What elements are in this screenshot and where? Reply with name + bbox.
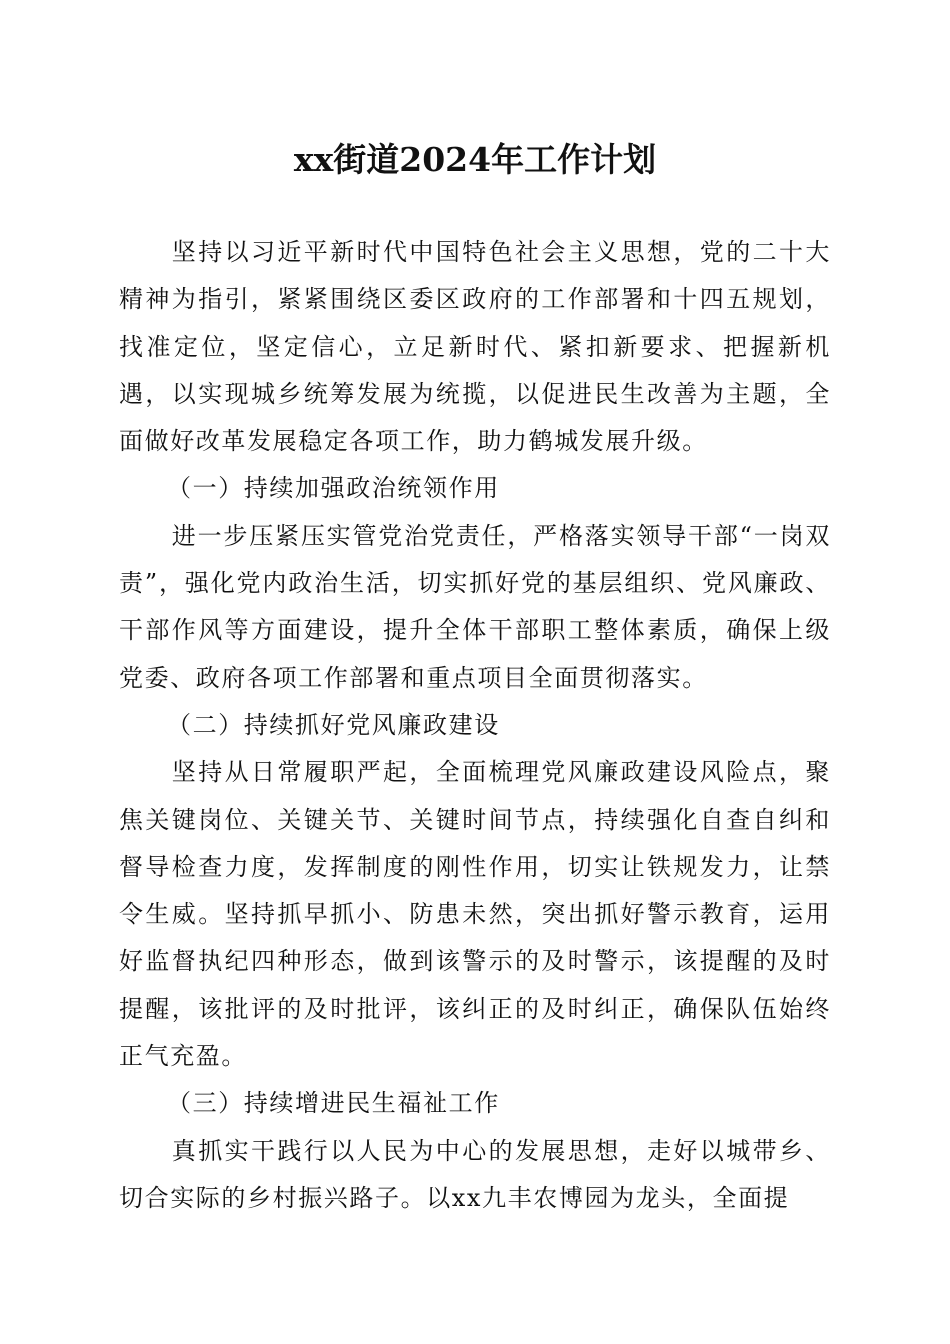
section-paragraph-2: 坚持从日常履职严起，全面梳理党风廉政建设风险点，聚焦关键岗位、关键关节、关键时间节点，持续强化自查自纠和督导检查力度，发挥制度的刚性作用，切实让铁规发力，让禁令生威。坚持抓早抓小、防患未然，突出抓好警示教育，运用好监督执纪四种形态，做到该警示的及时警示，该提醒的及时提醒，该批评的及时批评，该纠正的及时纠正，确保队伍始终正气充盈。	[119, 758, 831, 1071]
document-title: xx街道2024年工作计划	[293, 140, 657, 179]
section-heading-2: （二）持续抓好党风廉政建设	[167, 710, 500, 739]
intro-paragraph: 坚持以习近平新时代中国特色社会主义思想，党的二十大精神为指引，紧紧围绕区委区政府的工作部署和十四五规划，找准定位，坚定信心，立足新时代、紧扣新要求、把握新机遇，以实现城乡统筹发展为统揽，以促进民生改善为主题，全面做好改革发展稳定各项工作，助力鹤城发展升级。	[119, 238, 831, 456]
section-heading-1: （一）持续加强政治统领作用	[167, 474, 500, 503]
section-heading-3: （三）持续增进民生福祉工作	[167, 1089, 500, 1118]
section-paragraph-3: 真抓实干践行以人民为中心的发展思想，走好以城带乡、切合实际的乡村振兴路子。以xx九丰农博园为龙头，全面提	[119, 1136, 831, 1212]
section-paragraph-1: 进一步压紧压实管党治党责任，严格落实领导干部“一岗双责”，强化党内政治生活，切实抓好党的基层组织、党风廉政、干部作风等方面建设，提升全体干部职工整体素质，确保上级党委、政府各项工作部署和重点项目全面贯彻落实。	[119, 521, 831, 692]
document-body	[119, 229, 831, 1222]
